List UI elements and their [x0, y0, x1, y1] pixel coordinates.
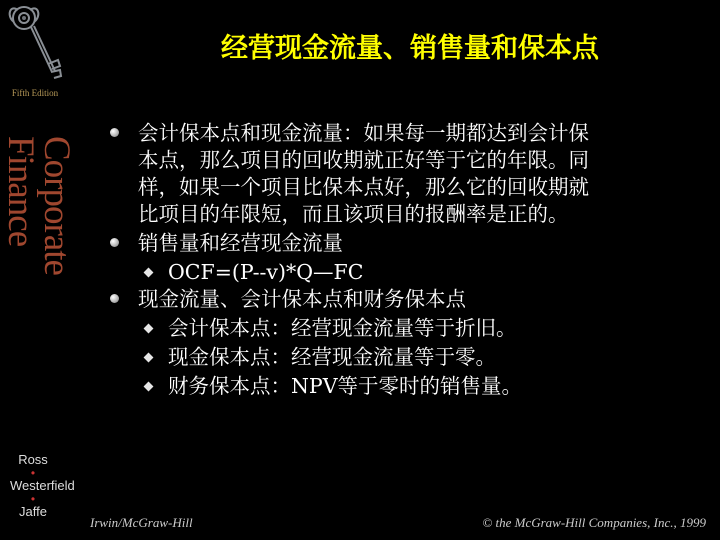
book-title-line2: Finance [0, 136, 41, 247]
round-bullet-icon [110, 128, 119, 137]
sub-bullet-text: OCF=(P--v)*Q—FC [168, 260, 364, 284]
sub-bullet-item [108, 259, 698, 286]
bullet-line: 样，如果一个项目比保本点好，那么它的回收期就 [138, 175, 589, 199]
sub-bullet-item [108, 373, 698, 400]
bullet-item [108, 286, 698, 313]
slide-body [108, 120, 698, 400]
bullet-item [108, 230, 698, 257]
diamond-bullet-icon [144, 268, 154, 278]
sub-bullet-text: 财务保本点：NPV等于零时的销售量。 [168, 374, 523, 398]
author-separator: • [30, 492, 36, 506]
bullet-item [108, 120, 698, 228]
slide-title: 经营现金流量、销售量和保本点 [221, 33, 599, 64]
author-jaffe: Jaffe [19, 504, 47, 519]
ornamental-key-icon [4, 2, 64, 88]
author-ross: Ross [18, 452, 48, 467]
round-bullet-icon [110, 238, 119, 247]
author-list [0, 452, 75, 520]
bullet-line: 现金流量、会计保本点和财务保本点 [138, 287, 466, 311]
footer-publisher: Irwin/McGraw-Hill [90, 515, 193, 530]
sub-bullet-text: 现金保本点：经营现金流量等于零。 [168, 345, 496, 369]
author-separator: • [30, 466, 36, 480]
diamond-bullet-icon [144, 382, 154, 392]
sub-bullet-item [108, 344, 698, 371]
round-bullet-icon [110, 294, 119, 303]
author-westerfield: Westerfield [10, 478, 75, 493]
bullet-line: 本点，那么项目的回收期就正好等于它的年限。同 [138, 148, 589, 172]
sub-bullet-item [108, 315, 698, 342]
sub-bullet-text: 会计保本点：经营现金流量等于折旧。 [168, 316, 517, 340]
edition-label: Fifth Edition [11, 88, 59, 98]
diamond-bullet-icon [144, 324, 154, 334]
book-title-line1: Corporate [36, 136, 77, 275]
footer-copyright: © the McGraw-Hill Companies, Inc., 1999 [482, 515, 706, 530]
bullet-line: 会计保本点和现金流量：如果每一期都达到会计保 [138, 121, 589, 145]
bullet-line: 销售量和经营现金流量 [138, 231, 343, 255]
bullet-line: 比项目的年限短，而且该项目的报酬率是正的。 [138, 202, 569, 226]
book-title [0, 136, 77, 358]
diamond-bullet-icon [144, 353, 154, 363]
